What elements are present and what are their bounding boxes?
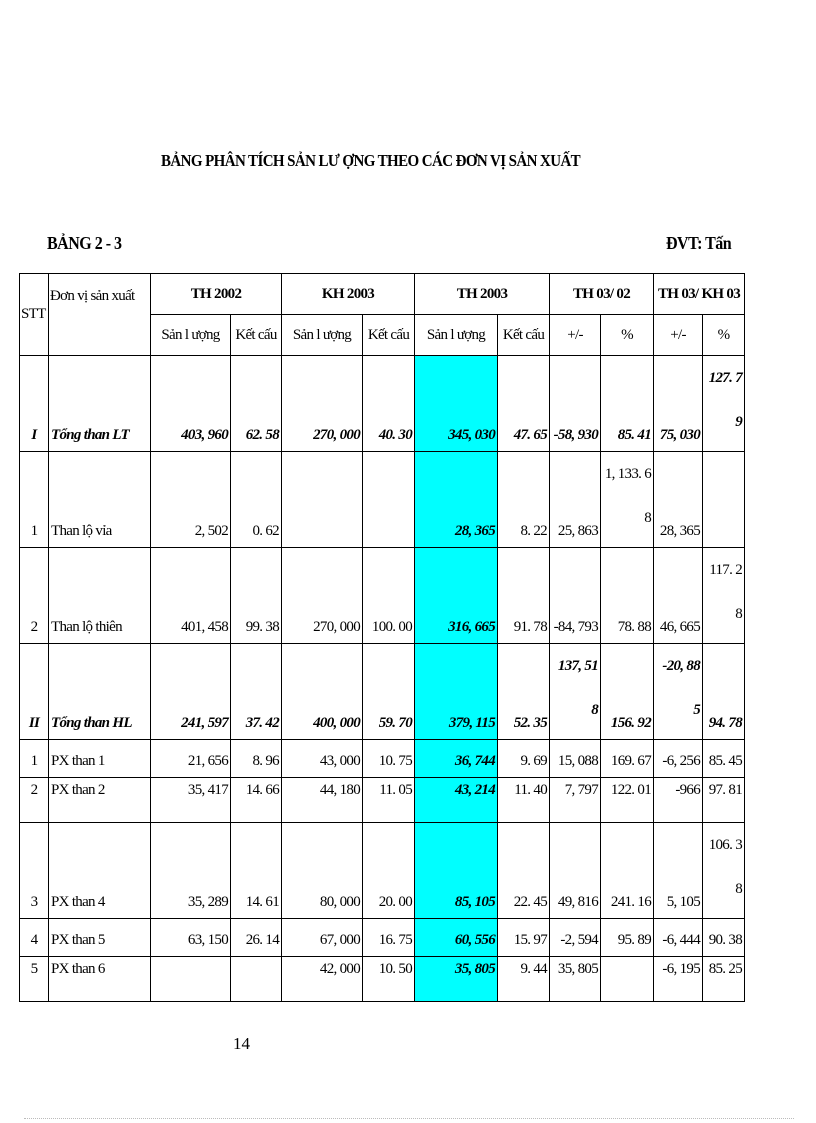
header-th2003: TH 2003 <box>415 274 550 315</box>
header-th03-kh03: TH 03/ KH 03 <box>654 274 745 315</box>
highlight-cell: 35, 805 <box>415 957 498 1002</box>
highlight-cell: 345, 030 <box>415 356 498 452</box>
header-th2002: TH 2002 <box>151 274 282 315</box>
table-row: 5 PX than 6 42, 000 10. 50 35, 805 9. 44 35, 805 -6, 195 85. 25 <box>20 957 745 1002</box>
subheader-diff: +/- <box>550 315 601 356</box>
subheader-pct: % <box>601 315 654 356</box>
subheader-diff: +/- <box>654 315 703 356</box>
table-row: 4 PX than 5 63, 150 26. 14 67, 000 16. 75 60, 556 15. 97 -2, 594 95. 89 -6, 444 90. 38 <box>20 919 745 957</box>
table-row: 1 PX than 1 21, 656 8. 96 43, 000 10. 75 36, 744 9. 69 15, 088 169. 67 -6, 256 85. 45 <box>20 740 745 778</box>
highlight-cell: 43, 214 <box>415 778 498 823</box>
page-number: 14 <box>233 1034 250 1053</box>
table-row: 2 PX than 2 35, 417 14. 66 44, 180 11. 05 43, 214 11. 40 7, 797 122. 01 -966 97. 81 <box>20 778 745 823</box>
subheader-structure: Kết cấu <box>231 315 282 356</box>
subheader-output: Sản l ượng <box>415 315 498 356</box>
subheader-structure: Kết cấu <box>363 315 415 356</box>
subheader-output: Sản l ượng <box>282 315 363 356</box>
header-stt: STT <box>20 274 49 356</box>
table-row: 1 Than lộ vỉa 2, 502 0. 62 28, 365 8. 22 25, 863 1, 133. 68 28, 365 <box>20 452 745 548</box>
header-th03-02: TH 03/ 02 <box>550 274 654 315</box>
table-code: BẢNG 2 - 3 <box>47 234 122 254</box>
highlight-cell: 85, 105 <box>415 823 498 919</box>
highlight-cell: 379, 115 <box>415 644 498 740</box>
header-unit-name: Đơn vị sản xuất <box>49 274 151 356</box>
highlight-cell: 28, 365 <box>415 452 498 548</box>
table-row: 2 Than lộ thiên 401, 458 99. 38 270, 000 100. 00 316, 665 91. 78 -84, 793 78. 88 46, 665 117. 28 <box>20 548 745 644</box>
subheader-structure: Kết cấu <box>498 315 550 356</box>
table-row: II Tổng than HL 241, 597 37. 42 400, 000 59. 70 379, 115 52. 35 137, 518 156. 92 -20, 885 94. 78 <box>20 644 745 740</box>
table-row: I Tổng than LT 403, 960 62. 58 270, 000 40. 30 345, 030 47. 65 -58, 930 85. 41 75, 030 127. 79 <box>20 356 745 452</box>
highlight-cell: 316, 665 <box>415 548 498 644</box>
unit-label: ĐVT: Tấn <box>666 234 732 254</box>
page-divider <box>24 1118 794 1119</box>
production-analysis-table <box>19 273 745 1002</box>
document-title: BẢNG PHÂN TÍCH SẢN LƯ ỢNG THEO CÁC ĐƠN VỊ SẢN XUẤT <box>161 152 581 171</box>
subheader-pct: % <box>703 315 745 356</box>
header-kh2003: KH 2003 <box>282 274 415 315</box>
subheader-output: Sản l ượng <box>151 315 231 356</box>
table-row: 3 PX than 4 35, 289 14. 61 80, 000 20. 00 85, 105 22. 45 49, 816 241. 16 5, 105 106. 38 <box>20 823 745 919</box>
highlight-cell: 36, 744 <box>415 740 498 778</box>
highlight-cell: 60, 556 <box>415 919 498 957</box>
